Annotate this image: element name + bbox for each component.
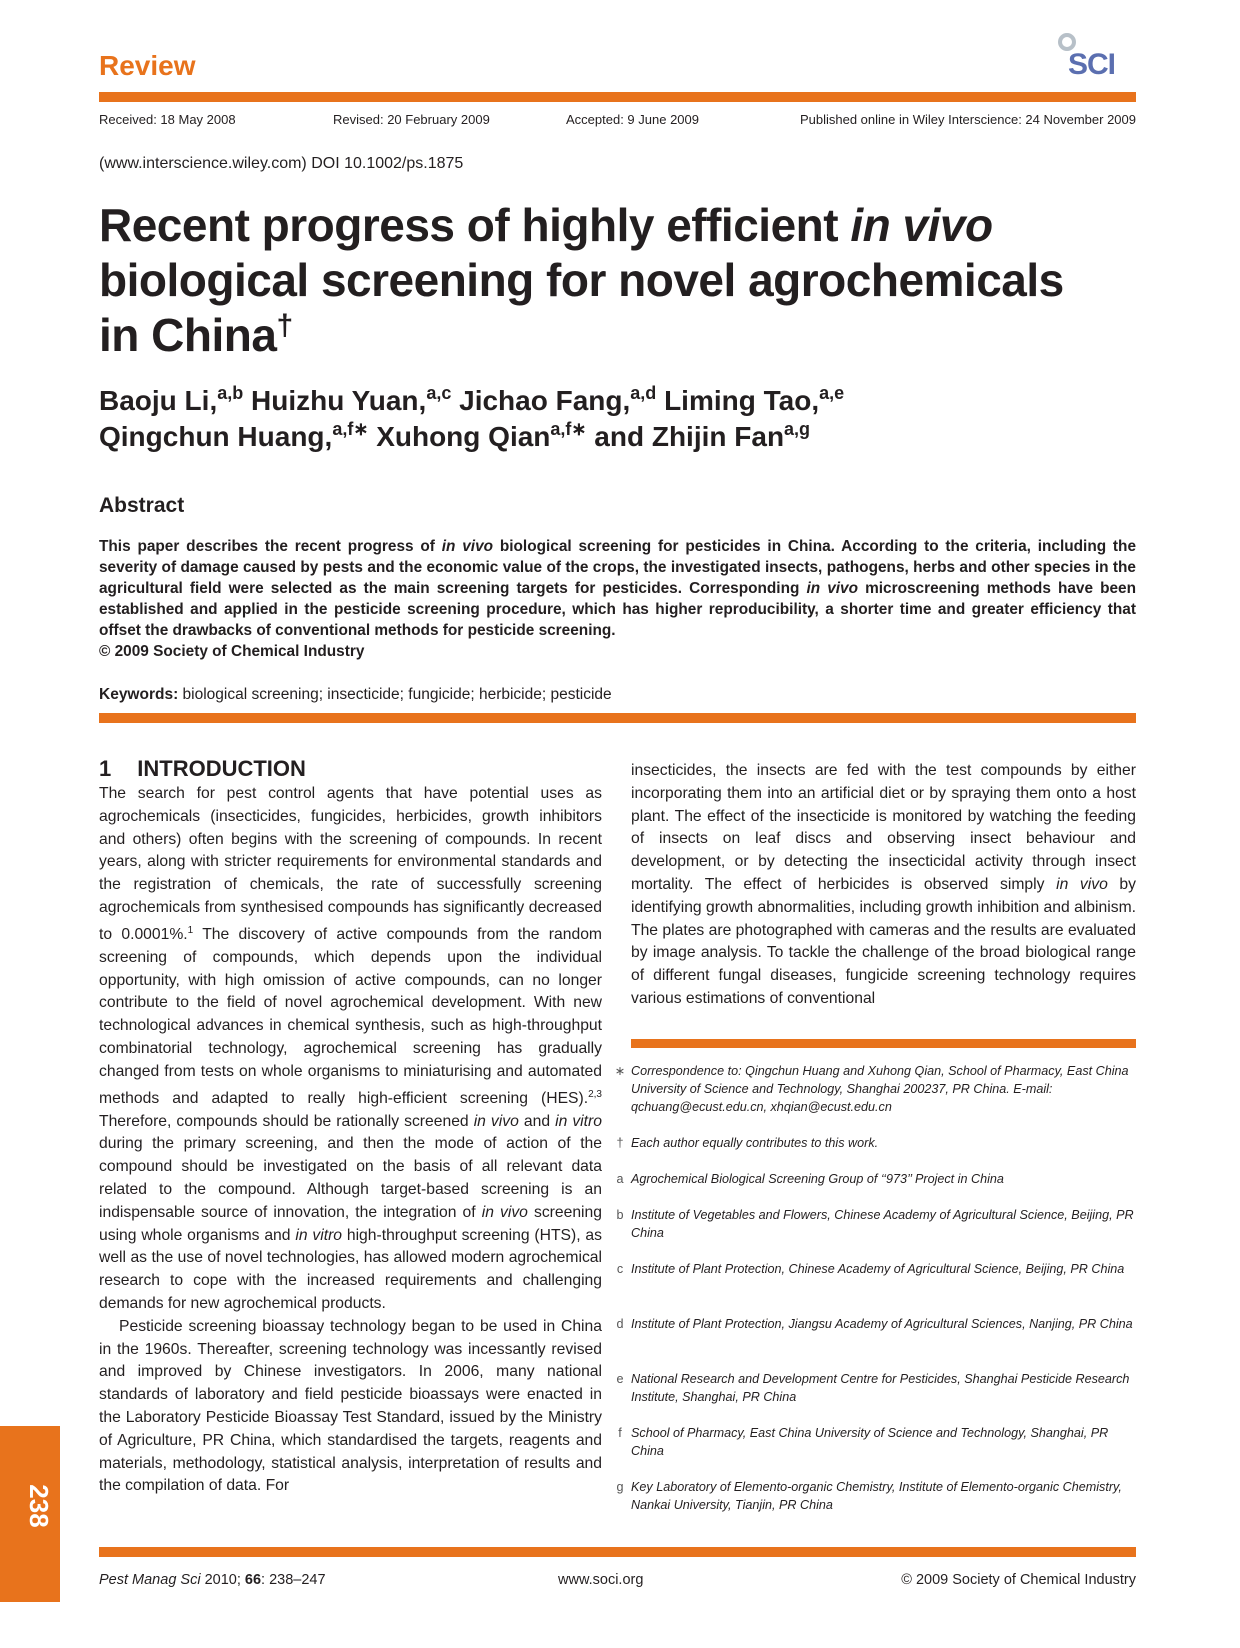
- abstract-italic: in vivo: [441, 538, 494, 555]
- author-name: Baoju Li,: [99, 385, 218, 416]
- author-affiliation: a,e: [819, 383, 845, 403]
- author-name: Huizhu Yuan,: [251, 385, 427, 416]
- footnote-mark: g: [616, 1480, 624, 1494]
- text-run: The discovery of active compounds from the random screening of compounds, which depends upon the individual opportunity, with high omission of active compounds, can no longer contribute to the field of novel agrochemical development. With new technological advances in chemical synthesis, such as high-throughput combinatorial technology, agrochemical screening has gradually changed from tests on whole organisms to miniaturising and automated methods and adapted to really high-efficient screening (HES).: [99, 926, 602, 1107]
- section-title: INTRODUCTION: [137, 756, 306, 781]
- published-date: Published online in Wiley Interscience: 24 November 2009: [799, 112, 1136, 127]
- title-italic: in vivo: [850, 199, 993, 251]
- paragraph: [99, 783, 602, 1316]
- footnote-text: Institute of Plant Protection, Chinese Academy of Agricultural Science, Beijing, PR China: [631, 1262, 1125, 1276]
- website-link[interactable]: www.soci.org: [558, 1572, 644, 1588]
- abstract-text: [99, 536, 1136, 662]
- sci-logo: [1058, 30, 1138, 82]
- text-run: Therefore, compounds should be rationally screened: [99, 1112, 474, 1130]
- revised-date: Revised: 20 February 2009: [333, 112, 490, 127]
- author-name: Qingchun Huang,: [99, 421, 333, 452]
- title-line2: biological screening for novel agrochemicals: [99, 254, 1064, 306]
- author-list: [99, 383, 1139, 455]
- footnote-text: Key Laboratory of Elemento-organic Chemistry, Institute of Elemento-organic Chemistry, Nankai University, Tianjin, PR China: [631, 1480, 1122, 1512]
- author-affiliation: a,g: [784, 419, 811, 439]
- journal-citation: [99, 1572, 326, 1588]
- abstract-text-part: microscreening methods have been established and applied in the pesticide screening procedure, which has higher reproducibility, a shorter time and greater efficiency that offset the drawbacks of conventional methods for pesticide screening.: [99, 580, 1137, 639]
- journal-pages: : 238–247: [261, 1572, 326, 1588]
- section-label: Review: [99, 50, 196, 81]
- footnote-mark: ∗: [614, 1064, 626, 1078]
- footnote-text: National Research and Development Centre for Pesticides, Shanghai Pesticide Research Institute, Shanghai, PR China: [631, 1372, 1130, 1404]
- footnote-rule: [631, 1039, 1136, 1048]
- footnote-text: Agrochemical Biological Screening Group of ‘‘973’’ Project in China: [631, 1172, 1004, 1186]
- footnote-text: Institute of Plant Protection, Jiangsu Academy of Agricultural Sciences, Nanjing, PR China: [631, 1317, 1133, 1331]
- footnote-mark: †: [616, 1136, 624, 1150]
- keywords: [99, 686, 612, 704]
- footnote-item: [616, 1260, 1136, 1278]
- footnote-item: [616, 1370, 1136, 1406]
- footnote-mark: b: [616, 1208, 624, 1222]
- abstract-copyright: © 2009 Society of Chemical Industry: [99, 643, 365, 660]
- received-date: Received: 18 May 2008: [99, 112, 236, 127]
- footnote-item: [616, 1134, 1136, 1152]
- footer-rule: [99, 1547, 1136, 1557]
- footnote-item: [616, 1478, 1136, 1514]
- doi-line: (www.interscience.wiley.com) DOI 10.1002/ps.1875: [99, 155, 464, 172]
- paragraph: Pesticide screening bioassay technology began to be used in China in the 1960s. Thereafter, screening technology was incessantly revised and improved by Chinese investigators. In 2006, many national standards of laboratory and field pesticide bioassays were enacted in the Laboratory Pesticide Bioassay Test Standard, issued by the Ministry of Agriculture, PR China, which standardised the targets, reagents and materials, methodology, statistical analysis, interpretation of results and the compilation of data. For: [99, 1317, 602, 1495]
- author-affiliation: a,c: [426, 383, 452, 403]
- italic-term: in vivo: [481, 1203, 528, 1221]
- footer-copyright: © 2009 Society of Chemical Industry: [901, 1572, 1136, 1588]
- text-run: and: [518, 1112, 556, 1130]
- title-dagger: †: [276, 309, 293, 342]
- author-affiliation: a,f∗: [550, 419, 587, 439]
- left-column: [99, 783, 602, 1498]
- footnote-text: School of Pharmacy, East China University of Science and Technology, Shanghai, PR China: [631, 1426, 1109, 1458]
- logo-text: SCI: [1068, 48, 1116, 81]
- header-rule: [99, 92, 1136, 102]
- journal-year: 2010;: [200, 1572, 245, 1588]
- journal-volume: 66: [244, 1572, 262, 1588]
- footnote-mark: c: [616, 1262, 624, 1276]
- text-run: high-throughput screening (HTS), as well as the use of novel technologies, has allowed modern agrochemical research to cope with the increased requirements and challenging demands for new agrochemical products.: [99, 1226, 602, 1312]
- abstract-text-part: biological screening for pesticides in China. According to the criteria, including the severity of damage caused by pests and the economic value of the crops, the investigated insects, pathogens, herbs and other species in the agricultural field were selected as the main screening targets for pesticides. Corresponding: [99, 538, 1137, 597]
- paragraph: [631, 760, 1136, 1011]
- footnote-item: [616, 1315, 1136, 1333]
- citation: 2,3: [588, 1088, 602, 1100]
- page-number: 238: [24, 1484, 54, 1528]
- title-line3: in China: [99, 309, 277, 361]
- abstract-italic: in vivo: [806, 580, 858, 597]
- citation: 1: [187, 924, 194, 936]
- section-heading: [99, 756, 306, 782]
- italic-term: in vivo: [473, 1112, 519, 1130]
- footnote-mark: e: [616, 1372, 624, 1386]
- text-run: by identifying growth abnormalities, including growth inhibition and albinism. The plates are photographed with cameras and the results are evaluated by image analysis. To tackle the challenge of the broad biological range of different fungal diseases, fungicide screening technology requires various estimations of conventional: [631, 875, 1136, 1007]
- keywords-label: Keywords:: [99, 686, 179, 703]
- text-run: screening using whole organisms and: [99, 1203, 602, 1244]
- author-name: and Zhijin Fan: [594, 421, 785, 452]
- footnote-correspondence: [614, 1062, 1136, 1116]
- text-run: during the primary screening, and then the mode of action of the compound should be investigated on the basis of all relevant data related to the compound. Although target-based screening is an indispensable source of innovation, the integration of: [99, 1135, 602, 1221]
- right-column: [631, 760, 1136, 1011]
- author-affiliation: a,f∗: [332, 419, 369, 439]
- author-name: Jichao Fang,: [459, 385, 631, 416]
- section-number: 1: [99, 756, 112, 781]
- article-title: [99, 198, 1139, 363]
- abstract-heading: Abstract: [99, 494, 185, 517]
- author-affiliation: a,d: [630, 383, 657, 403]
- footnote-mark: f: [618, 1426, 622, 1440]
- author-name: Xuhong Qian: [376, 421, 551, 452]
- text-run: insecticides, the insects are fed with the test compounds by either incorporating them into an artificial diet or by spraying them onto a host plant. The effect of the insecticide is monitored by watching the feeding of insects on leaf discs and observing insect behaviour and development, or by detecting the insecticidal activity through insect mortality. The effect of herbicides is observed simply: [631, 762, 1136, 893]
- footnote-item: [618, 1424, 1136, 1460]
- italic-term: in vitro: [295, 1226, 343, 1244]
- italic-term: in vivo: [1056, 875, 1108, 893]
- footnote-mark: a: [616, 1172, 624, 1186]
- footnote-mark: d: [616, 1317, 624, 1331]
- footnote-item: [616, 1170, 1136, 1188]
- author-name: Liming Tao,: [664, 385, 820, 416]
- abstract-rule: [99, 713, 1136, 723]
- footnote-text: Institute of Vegetables and Flowers, Chinese Academy of Agricultural Science, Beijing, PR China: [631, 1208, 1134, 1240]
- title-line1: Recent progress of highly efficient: [99, 199, 851, 251]
- footnote-text: Correspondence to: Qingchun Huang and Xuhong Qian, School of Pharmacy, East China University of Science and Technology, Shanghai 200237, PR China. E-mail: qchuang@ecust.edu.cn, xhqian@ecust.edu.cn: [631, 1064, 1129, 1114]
- journal-name: Pest Manag Sci: [99, 1572, 201, 1588]
- footnote-item: [616, 1206, 1136, 1242]
- author-affiliation: a,b: [217, 383, 244, 403]
- text-run: The search for pest control agents that have potential uses as agrochemicals (insecticides, fungicides, herbicides, growth inhibitors and others) often begins with the screening of compounds. In recent years, along with stricter requirements for environmental standards and the registration of chemicals, the rate of successfully screening agrochemicals from synthesised compounds has significantly decreased to 0.0001%.: [99, 785, 602, 944]
- italic-term: in vitro: [555, 1112, 602, 1130]
- footnote-text: Each author equally contributes to this work.: [631, 1136, 879, 1150]
- abstract-text-part: This paper describes the recent progress of: [99, 538, 442, 555]
- keywords-text: biological screening; insecticide; fungicide; herbicide; pesticide: [178, 686, 612, 703]
- accepted-date: Accepted: 9 June 2009: [566, 112, 699, 127]
